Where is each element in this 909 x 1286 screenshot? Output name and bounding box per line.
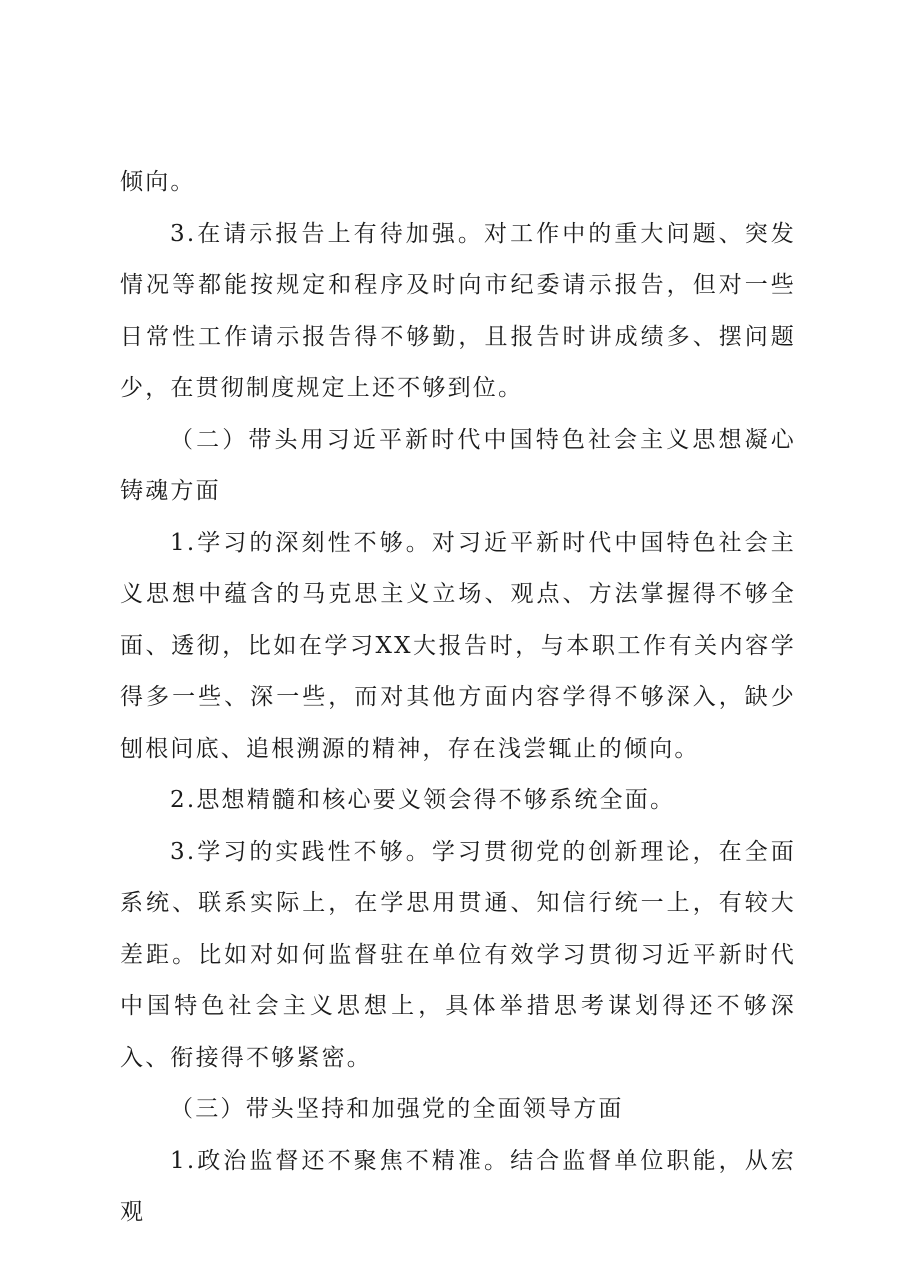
- paragraph-item-1-study-depth: 1.学习的深刻性不够。对习近平新时代中国特色社会主义思想中蕴含的马克思主义立场、观点、方法掌握得不够全面、透彻，比如在学习XX大报告时，与本职工作有关内容学得多一些、深一些，而对其他方面内容学得不够深入，缺少刨根问底、追根溯源的精神，存在浅尝辄止的倾向。: [120, 529, 796, 762]
- paragraph-item-1-political-supervision: 1.政治监督还不聚焦不精准。结合监督单位职能，从宏观: [120, 1147, 796, 1225]
- section-heading-2: （二）带头用习近平新时代中国特色社会主义思想凝心铸魂方面: [120, 426, 796, 504]
- paragraph-item-3-request-report: 3.在请示报告上有待加强。对工作中的重大问题、突发情况等都能按规定和程序及时向市纪委请示报告，但对一些日常性工作请示报告得不够勤，且报告时讲成绩多、摆问题少，在贯彻制度规定上还不够到位。: [120, 220, 796, 401]
- paragraph-continuation: 倾向。: [120, 169, 196, 195]
- paragraph-item-2-essence: 2.思想精髓和核心要义领会得不够系统全面。: [170, 787, 676, 813]
- document-body: [120, 157, 796, 1239]
- section-heading-3: （三）带头坚持和加强党的全面领导方面: [170, 1096, 624, 1122]
- paragraph-item-3-practice: 3.学习的实践性不够。学习贯彻党的创新理论，在全面系统、联系实际上，在学思用贯通、知信行统一上，有较大差距。比如对如何监督驻在单位有效学习贯彻习近平新时代中国特色社会主义思想上，具体举措思考谋划得还不够深入、衔接得不够紧密。: [120, 838, 796, 1071]
